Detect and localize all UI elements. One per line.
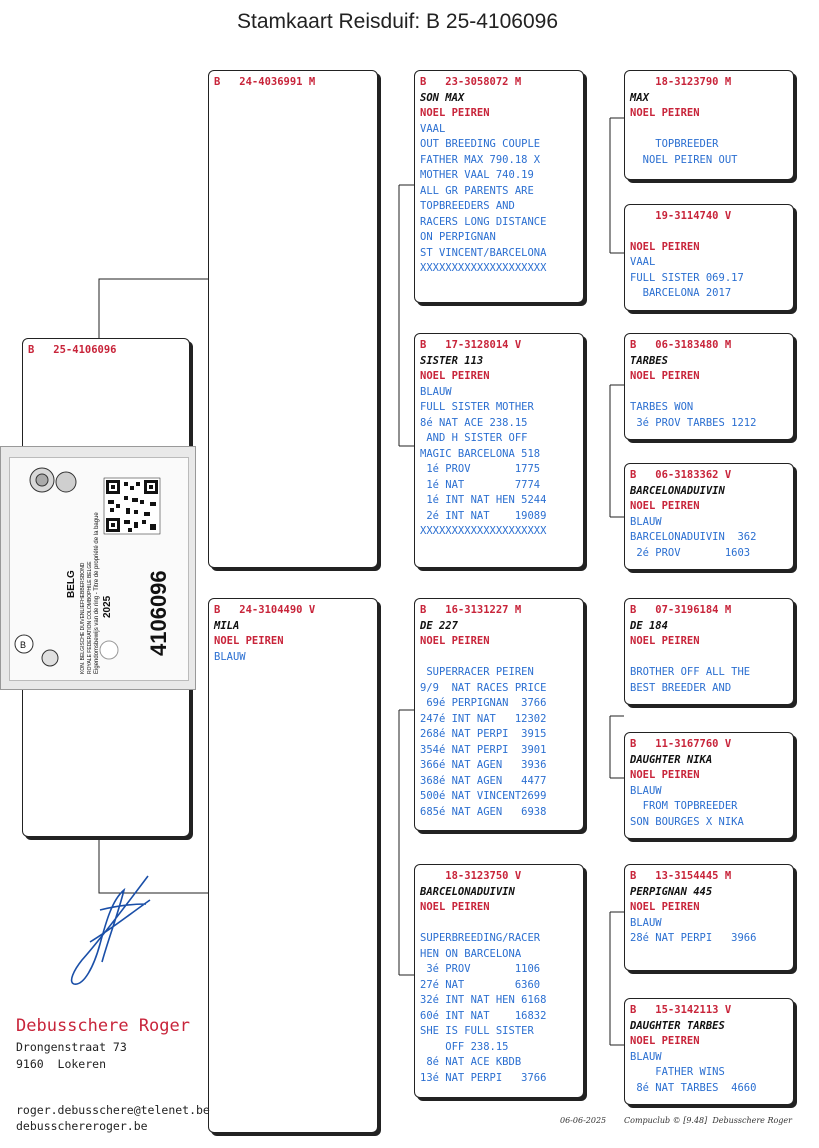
breeder-name: NOEL PEIREN bbox=[630, 240, 700, 253]
pigeon-name: DAUGHTER TARBES bbox=[630, 1019, 725, 1032]
owner-email[interactable]: roger.debusschere@telenet.be bbox=[16, 1103, 210, 1117]
pigeon-note: 27é NAT 6360 bbox=[420, 978, 541, 991]
pigeon-name: TARBES bbox=[630, 354, 668, 367]
pigeon-note: 8é NAT ACE KBDB bbox=[420, 1056, 522, 1068]
ring-number: B 11-3167760 V bbox=[630, 738, 732, 750]
breeder-name: NOEL PEIREN bbox=[630, 901, 700, 913]
breeder-name: NOEL PEIREN bbox=[630, 769, 700, 781]
ring-number: 18-3123790 M bbox=[630, 76, 732, 88]
pigeon-note: 69é PERPIGNAN 3766 bbox=[420, 697, 547, 709]
pigeon-note: BLAUW bbox=[214, 650, 246, 663]
pigeon-card-ddd bbox=[624, 998, 794, 1105]
pigeon-note: 2é INT NAT 19089 bbox=[420, 509, 547, 522]
pigeon-note: 354é NAT PERPI 3901 bbox=[420, 743, 547, 756]
page-title: Stamkaart Reisduif: B 25-4106096 bbox=[236, 10, 559, 33]
ring-number: B 25-4106096 bbox=[28, 344, 117, 356]
breeder-name: NOEL PEIREN bbox=[630, 107, 700, 119]
pigeon-name: MILA bbox=[214, 619, 240, 632]
pigeon-note: 60é INT NAT 16832 bbox=[420, 1009, 547, 1022]
pigeon-note: FULL SISTER 069.17 bbox=[630, 271, 744, 284]
pigeon-name: BARCELONADUIVIN bbox=[420, 885, 515, 898]
ownership-caption: Eigendomsbewijs van de ring - Titre de propriété de la bague bbox=[94, 512, 100, 674]
pigeon-note: VAAL bbox=[420, 122, 446, 135]
breeder-name: NOEL PEIREN bbox=[420, 107, 490, 119]
pigeon-name: BARCELONADUIVIN bbox=[630, 484, 725, 497]
pigeon-note: SUPERBREEDING/RACER bbox=[420, 932, 541, 944]
pigeon-note: 8é NAT ACE 238.15 bbox=[420, 416, 528, 429]
breeder-name: NOEL PEIREN bbox=[214, 635, 284, 647]
pigeon-note: MOTHER VAAL 740.19 bbox=[420, 169, 534, 181]
ring-number: B 13-3154445 M bbox=[630, 870, 732, 882]
owner-website[interactable]: debusschereroger.be bbox=[16, 1119, 148, 1133]
pigeon-note: BROTHER OFF ALL THE bbox=[630, 666, 751, 678]
print-date: 06-06-2025 bbox=[560, 1116, 607, 1125]
pigeon-card-ssd bbox=[624, 204, 794, 311]
pigeon-note: FROM TOPBREEDER bbox=[630, 800, 738, 812]
ring-card-face bbox=[9, 457, 189, 681]
pigeon-note: 685é NAT AGEN 6938 bbox=[420, 805, 547, 818]
ring-number: B 23-3058072 M bbox=[420, 76, 522, 88]
pigeon-note: FATHER WINS bbox=[630, 1066, 725, 1078]
pigeon-card-dds bbox=[624, 864, 794, 971]
pigeon-note: 368é NAT AGEN 4477 bbox=[420, 774, 547, 787]
pigeon-note: ON PERPIGNAN bbox=[420, 231, 496, 243]
owner-street: Drongenstraat 73 bbox=[16, 1040, 127, 1054]
pigeon-note: OFF 238.15 bbox=[420, 1040, 509, 1053]
pigeon-note: AND H SISTER OFF bbox=[420, 432, 528, 444]
breeder-name: NOEL PEIREN bbox=[630, 1035, 700, 1047]
pigeon-note: BLAUW bbox=[630, 1050, 662, 1063]
pigeon-card-sds bbox=[624, 333, 794, 440]
ring-number: B 15-3142113 V bbox=[630, 1004, 732, 1016]
breeder-name: NOEL PEIREN bbox=[630, 370, 700, 382]
pigeon-note: 28é NAT PERPI 3966 bbox=[630, 932, 757, 944]
ring-number: 18-3123750 V bbox=[420, 870, 522, 882]
owner-city: 9160 Lokeren bbox=[16, 1057, 107, 1071]
ring-number: 19-3114740 V bbox=[630, 210, 732, 222]
pigeon-note: 9/9 NAT RACES PRICE bbox=[420, 681, 547, 694]
pigeon-note: BARCELONA 2017 bbox=[630, 287, 732, 299]
pigeon-card-dam bbox=[208, 598, 378, 1133]
pigeon-card-sdd bbox=[624, 463, 794, 570]
breeder-name: NOEL PEIREN bbox=[630, 635, 700, 647]
breeder-name: NOEL PEIREN bbox=[420, 370, 490, 382]
pigeon-note: BEST BREEDER AND bbox=[630, 681, 732, 694]
ring-number: B 07-3196184 M bbox=[630, 604, 732, 616]
pigeon-card-dsd bbox=[624, 732, 794, 839]
ring-number: B 24-4036991 M bbox=[214, 76, 316, 88]
pigeon-note: ALL GR PARENTS ARE bbox=[420, 184, 534, 197]
ring-number: B 24-3104490 V bbox=[214, 604, 316, 616]
pigeon-note: 247é INT NAT 12302 bbox=[420, 712, 547, 725]
pigeon-note: TOPBREEDERS AND bbox=[420, 200, 515, 212]
ring-ownership-card bbox=[0, 446, 196, 690]
pigeon-name bbox=[630, 225, 788, 240]
software-credit: Compuclub © [9.48] Debusschere Roger bbox=[624, 1116, 792, 1125]
pigeon-note: SUPERRACER PEIREN bbox=[420, 666, 534, 678]
federation-name-fr: ROYALE FEDERATION COLOMBOPHILE BELGE bbox=[87, 561, 93, 674]
pigeon-note: TOPBREEDER bbox=[630, 138, 719, 150]
pigeon-name: DE 227 bbox=[420, 619, 458, 632]
pigeon-note: 268é NAT PERPI 3915 bbox=[420, 728, 547, 740]
pigeon-card-sss bbox=[624, 70, 794, 180]
pigeon-note: HEN ON BARCELONA bbox=[420, 947, 522, 960]
pigeon-note: VAAL bbox=[630, 256, 656, 268]
pigeon-name: MAX bbox=[630, 91, 649, 104]
pigeon-note: ST VINCENT/BARCELONA bbox=[420, 246, 547, 259]
owner-name: Debusschere Roger bbox=[16, 1016, 190, 1036]
ring-number: B 06-3183362 V bbox=[630, 469, 732, 481]
pigeon-note bbox=[630, 122, 788, 138]
pigeon-card-dam-sire bbox=[414, 598, 584, 831]
pigeon-note: 500é NAT VINCENT2699 bbox=[420, 790, 547, 802]
ring-number: B 17-3128014 V bbox=[420, 339, 522, 351]
pigeon-note: 3é PROV TARBES 1212 bbox=[630, 416, 757, 429]
pigeon-note: FATHER MAX 790.18 X bbox=[420, 153, 541, 166]
pigeon-card-sire-sire bbox=[414, 70, 584, 303]
pigeon-note: XXXXXXXXXXXXXXXXXXXX bbox=[420, 525, 547, 537]
pigeon-note: 2é PROV 1603 bbox=[630, 546, 751, 559]
pigeon-note: BLAUW bbox=[630, 515, 662, 528]
pigeon-note bbox=[420, 916, 578, 932]
svg-text:B: B bbox=[20, 640, 27, 650]
pigeon-note: BARCELONADUIVIN 362 bbox=[630, 531, 757, 543]
pigeon-note: BLAUW bbox=[420, 385, 452, 398]
ring-number-large: 4106096 bbox=[146, 570, 171, 656]
punch-hole-icon bbox=[100, 641, 118, 659]
pigeon-note: NOEL PEIREN OUT bbox=[630, 153, 738, 166]
pigeon-note: RACERS LONG DISTANCE bbox=[420, 215, 547, 228]
pigeon-note bbox=[630, 650, 788, 666]
pigeon-note: 3é PROV 1106 bbox=[420, 963, 541, 975]
pigeon-note: BLAUW bbox=[630, 784, 662, 797]
pigeon-card-dss bbox=[624, 598, 794, 705]
ring-country: BELG bbox=[66, 570, 77, 598]
pigeon-note: FULL SISTER MOTHER bbox=[420, 401, 534, 413]
pigeon-card-sire-dam bbox=[414, 333, 584, 568]
breeder-name: NOEL PEIREN bbox=[630, 500, 700, 512]
pigeon-name: DAUGHTER NIKA bbox=[630, 753, 713, 766]
pigeon-note bbox=[630, 385, 788, 401]
pigeon-note bbox=[420, 650, 578, 666]
federation-name-nl: KON. BELGISCHE DUIVENLIEFHEBBERSBOND bbox=[80, 562, 86, 674]
pigeon-note: 1é PROV 1775 bbox=[420, 463, 541, 475]
pigeon-note: 32é INT NAT HEN 6168 bbox=[420, 994, 547, 1006]
pigeon-note: 1é INT NAT HEN 5244 bbox=[420, 494, 547, 506]
ring-year: 2025 bbox=[102, 595, 113, 618]
ring-number: B 06-3183480 M bbox=[630, 339, 732, 351]
pigeon-note: TARBES WON bbox=[630, 401, 694, 413]
pigeon-card-dam-dam bbox=[414, 864, 584, 1098]
pigeon-name: SON MAX bbox=[420, 91, 465, 104]
pigeon-name: SISTER 113 bbox=[420, 354, 484, 367]
breeder-name: NOEL PEIREN bbox=[420, 635, 490, 647]
pigeon-note: XXXXXXXXXXXXXXXXXXXX bbox=[420, 262, 547, 274]
ring-number: B 16-3131227 M bbox=[420, 604, 522, 616]
pigeon-note: MAGIC BARCELONA 518 bbox=[420, 447, 541, 460]
pigeon-card-sire bbox=[208, 70, 378, 568]
pigeon-note: 1é NAT 7774 bbox=[420, 478, 541, 491]
signature bbox=[60, 870, 170, 1000]
pigeon-name: PERPIGNAN 445 bbox=[630, 885, 713, 898]
pigeon-note: 366é NAT AGEN 3936 bbox=[420, 759, 547, 771]
pigeon-note: SHE IS FULL SISTER bbox=[420, 1025, 534, 1037]
qr-code-icon bbox=[104, 478, 160, 534]
pigeon-note: 13é NAT PERPI 3766 bbox=[420, 1071, 547, 1084]
pigeon-note: OUT BREEDING COUPLE bbox=[420, 138, 541, 150]
federation-logo-icon bbox=[15, 468, 76, 666]
breeder-name: NOEL PEIREN bbox=[420, 901, 490, 913]
pigeon-note: 8é NAT TARBES 4660 bbox=[630, 1081, 757, 1094]
pigeon-name: DE 184 bbox=[630, 619, 668, 632]
pigeon-note: SON BOURGES X NIKA bbox=[630, 815, 744, 828]
pigeon-note: BLAUW bbox=[630, 916, 662, 929]
